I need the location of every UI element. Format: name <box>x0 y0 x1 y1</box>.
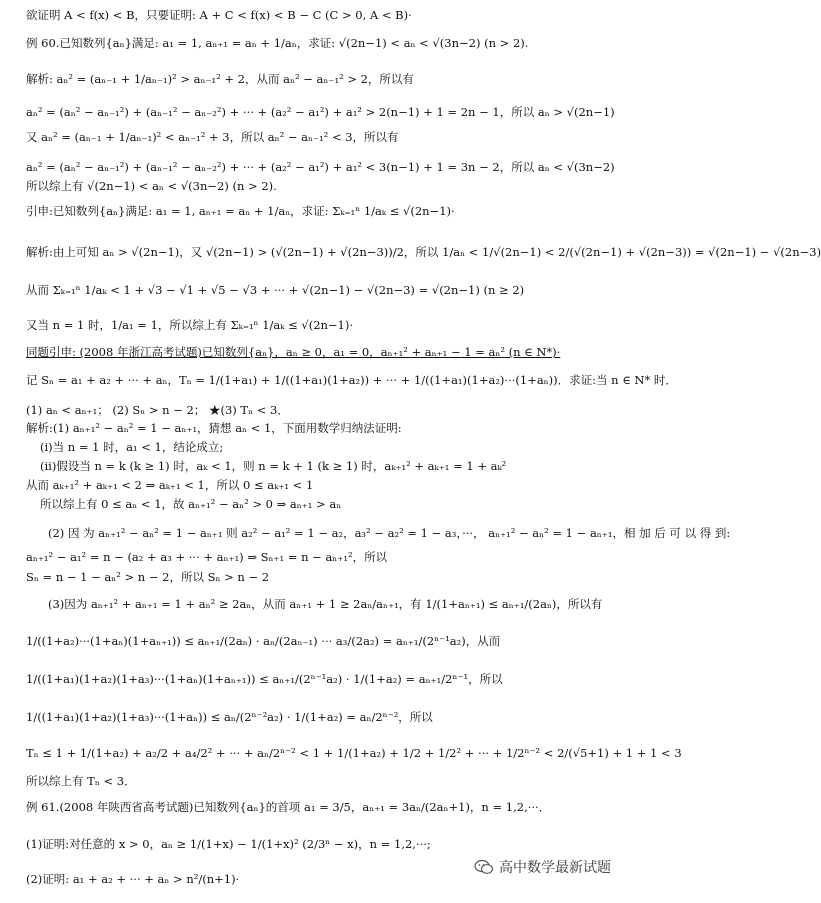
text-line: Tₙ ≤ 1 + 1/(1+a₂) + a₂/2 + a₄/2² + ··· + aₙ/2ⁿ⁻² < 1 + 1/(1+a₂) + 1/2 + 1/2² + ··· + 1/2ⁿ⁻² < 2/(√5+1) + 1 + 1 < 3 <box>26 746 682 760</box>
text-line: (1)证明:对任意的 x > 0，aₙ ≥ 1/(1+x) − 1/(1+x)² (2/3ⁿ − x)，n = 1,2,···; <box>26 837 431 851</box>
extension-heading: 引申:已知数列{aₙ}满足: a₁ = 1, aₙ₊₁ = aₙ + 1/aₙ，求证: Σₖ₌₁ⁿ 1/aₖ ≤ √(2n−1)· <box>26 204 455 218</box>
text-line: 从而 Σₖ₌₁ⁿ 1/aₖ < 1 + √3 − √1 + √5 − √3 + ··· + √(2n−1) − √(2n−3) = √(2n−1) (n ≥ 2) <box>26 283 525 297</box>
text-line: 解析: aₙ² = (aₙ₋₁ + 1/aₙ₋₁)² > aₙ₋₁² + 2，从而 aₙ² − aₙ₋₁² > 2，所以有 <box>26 72 414 86</box>
text-line: 欲证明 A < f(x) < B，只要证明: A + C < f(x) < B − C (C > 0, A < B)· <box>26 8 412 22</box>
text-line: (2) 因 为 aₙ₊₁² − aₙ² = 1 − aₙ₊₁ 则 a₂² − a₁² = 1 − a₂，a₃² − a₂² = 1 − a₃，···， aₙ₊₁² − aₙ² = 1 − aₙ₊₁，相 加 后 可 以 得 到: <box>48 526 731 540</box>
text-line: 所以综上有 Tₙ < 3． <box>26 774 136 788</box>
text-line: 解析:由上可知 aₙ > √(2n−1)，又 √(2n−1) > (√(2n−1) + √(2n−3))/2，所以 1/aₙ < 1/√(2n−1) < 2/(√(2n−1) + √(2n−3)) = √(2n−1) − √(2n−3) <box>26 245 821 259</box>
text-line: 所以综上有 √(2n−1) < aₙ < √(3n−2) (n > 2). <box>26 179 277 193</box>
text-line: 又 aₙ² = (aₙ₋₁ + 1/aₙ₋₁)² < aₙ₋₁² + 3，所以 aₙ² − aₙ₋₁² < 3，所以有 <box>26 130 399 144</box>
text-line: 所以综上有 0 ≤ aₙ < 1，故 aₙ₊₁² − aₙ² > 0 ⇒ aₙ₊₁ > aₙ <box>40 497 342 511</box>
wechat-watermark <box>474 857 611 877</box>
question-parts: (1) aₙ < aₙ₊₁； (2) Sₙ > n − 2； ★(3) Tₙ < 3． <box>26 403 289 417</box>
text-line: 又当 n = 1 时，1/a₁ = 1，所以综上有 Σₖ₌₁ⁿ 1/aₖ ≤ √(2n−1)· <box>26 318 354 332</box>
text-line: 从而 aₖ₊₁² + aₖ₊₁ < 2 ⇒ aₖ₊₁ < 1，所以 0 ≤ aₖ₊₁ < 1 <box>26 478 314 492</box>
text-line: aₙ² = (aₙ² − aₙ₋₁²) + (aₙ₋₁² − aₙ₋₂²) + ··· + (a₂² − a₁²) + a₁² < 3(n−1) + 1 = 3n − 2，所以 aₙ < √(3n−2) <box>26 160 615 174</box>
related-problem-heading: 同题引申: (2008 年浙江高考试题)已知数列{aₙ}，aₙ ≥ 0，a₁ = 0，aₙ₊₁² + aₙ₊₁ − 1 = aₙ² (n ∈ N*)· <box>26 345 561 359</box>
example-61-heading: 例 61.(2008 年陕西省高考试题)已知数列{aₙ}的首项 a₁ = 3/5，aₙ₊₁ = 3aₙ/(2aₙ+1)，n = 1,2,···． <box>26 800 551 814</box>
text-line: 1/((1+a₁)(1+a₂)(1+a₃)···(1+aₙ)) ≤ aₙ/(2ⁿ⁻²a₂) · 1/(1+a₂) = aₙ/2ⁿ⁻²，所以 <box>26 710 433 724</box>
text-line: (2)证明: a₁ + a₂ + ··· + aₙ > n²/(n+1)· <box>26 872 240 886</box>
watermark-text: 高中数学最新试题 <box>499 860 611 876</box>
text-line: (ii)假设当 n = k (k ≥ 1) 时，aₖ < 1，则 n = k + 1 (k ≥ 1) 时，aₖ₊₁² + aₖ₊₁ = 1 + aₖ² <box>40 459 507 473</box>
text-line: 1/((1+a₂)···(1+aₙ)(1+aₙ₊₁)) ≤ aₙ₊₁/(2aₙ) · aₙ/(2aₙ₋₁) ··· a₃/(2a₂) = aₙ₊₁/(2ⁿ⁻¹a₂)，从而 <box>26 634 501 648</box>
text-line: (3)因为 aₙ₊₁² + aₙ₊₁ = 1 + aₙ² ≥ 2aₙ，从而 aₙ₊₁ + 1 ≥ 2aₙ/aₙ₊₁，有 1/(1+aₙ₊₁) ≤ aₙ₊₁/(2aₙ)，所以有 <box>48 597 603 611</box>
text-line: 1/((1+a₁)(1+a₂)(1+a₃)···(1+aₙ)(1+aₙ₊₁)) ≤ aₙ₊₁/(2ⁿ⁻¹a₂) · 1/(1+a₂) = aₙ₊₁/2ⁿ⁻¹，所以 <box>26 672 503 686</box>
text-line: 解析:(1) aₙ₊₁² − aₙ² = 1 − aₙ₊₁，猜想 aₙ < 1，下面用数学归纳法证明: <box>26 421 402 435</box>
text-line: aₙ₊₁² − a₁² = n − (a₂ + a₃ + ··· + aₙ₊₁) ⇒ Sₙ₊₁ = n − aₙ₊₁²，所以 <box>26 550 388 564</box>
example-60-heading: 例 60.已知数列{aₙ}满足: a₁ = 1, aₙ₊₁ = aₙ + 1/aₙ，求证: √(2n−1) < aₙ < √(3n−2) (n > 2). <box>26 36 529 50</box>
text-line: (i)当 n = 1 时，a₁ < 1，结论成立; <box>40 440 224 454</box>
text-line: aₙ² = (aₙ² − aₙ₋₁²) + (aₙ₋₁² − aₙ₋₂²) + ··· + (a₂² − a₁²) + a₁² > 2(n−1) + 1 = 2n − 1，所以 aₙ > √(2n−1) <box>26 105 615 119</box>
text-line: 记 Sₙ = a₁ + a₂ + ··· + aₙ，Tₙ = 1/(1+a₁) + 1/((1+a₁)(1+a₂)) + ··· + 1/((1+a₁)(1+a₂)···(1+aₙ))．求证:当 n ∈ N* 时． <box>26 373 677 387</box>
wechat-icon <box>474 859 494 875</box>
text-line: Sₙ = n − 1 − aₙ² > n − 2，所以 Sₙ > n − 2 <box>26 570 270 584</box>
